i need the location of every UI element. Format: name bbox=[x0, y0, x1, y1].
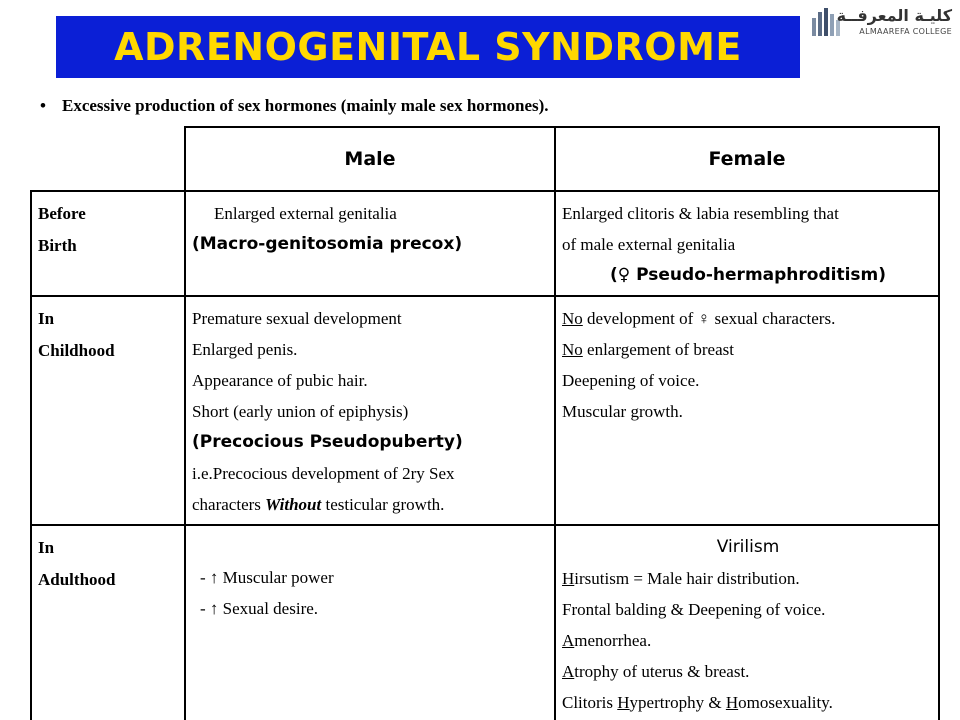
male-text-1: Enlarged external genitalia bbox=[214, 204, 397, 223]
row-label-adulthood: In Adulthood bbox=[31, 525, 185, 720]
row-label-before-birth: Before Birth bbox=[31, 191, 185, 296]
intro-bullet bbox=[40, 96, 549, 116]
male-bold-term: (Precocious Pseudopuberty) bbox=[192, 432, 463, 452]
childhood-male: Premature sexual development Enlarged penis. Appearance of pubic hair. Short (early union of epiphysis) (Precocious Pseudopuberty) i.e.Precocious development of 2ry Sex characters Without testicular growth. bbox=[185, 296, 555, 525]
bullet-icon: • bbox=[40, 96, 46, 115]
title-banner bbox=[56, 16, 800, 78]
header-male: Male bbox=[185, 127, 555, 191]
adulthood-female: Virilism Hirsutism = Male hair distribution. Frontal balding & Deepening of voice. Amenorrhea. Atrophy of uterus & breast. Clitoris Hypertrophy & Homosexuality. bbox=[555, 525, 939, 720]
page-title: ADRENOGENITAL SYNDROME bbox=[114, 25, 742, 69]
female-bold-term: (♀ Pseudo-hermaphroditism) bbox=[609, 265, 887, 285]
childhood-female: No development of ♀ sexual characters. No enlargement of breast Deepening of voice. Muscular growth. bbox=[555, 296, 939, 525]
table-header-row bbox=[31, 127, 939, 191]
table-row-before-birth bbox=[31, 191, 939, 296]
header-female: Female bbox=[555, 127, 939, 191]
table-row-adulthood bbox=[31, 525, 939, 720]
before-birth-female: Enlarged clitoris & labia resembling that of male external genitalia (♀ Pseudo-hermaphroditism) bbox=[555, 191, 939, 296]
virilism-title: Virilism bbox=[716, 537, 780, 557]
row-label-childhood: In Childhood bbox=[31, 296, 185, 525]
college-logo bbox=[806, 4, 956, 44]
intro-text: Excessive production of sex hormones (mainly male sex hormones). bbox=[62, 96, 549, 115]
male-bold-term: (Macro-genitosomia precox) bbox=[192, 234, 463, 254]
adulthood-male: - ↑ Muscular power - ↑ Sexual desire. bbox=[185, 525, 555, 720]
comparison-table bbox=[30, 126, 940, 720]
college-name-arabic: كليـة المعرفــة bbox=[836, 6, 952, 25]
college-name-english: ALMAAREFA COLLEGE bbox=[859, 27, 952, 36]
table-row-childhood bbox=[31, 296, 939, 525]
before-birth-male bbox=[185, 191, 555, 296]
table-corner bbox=[31, 127, 185, 191]
